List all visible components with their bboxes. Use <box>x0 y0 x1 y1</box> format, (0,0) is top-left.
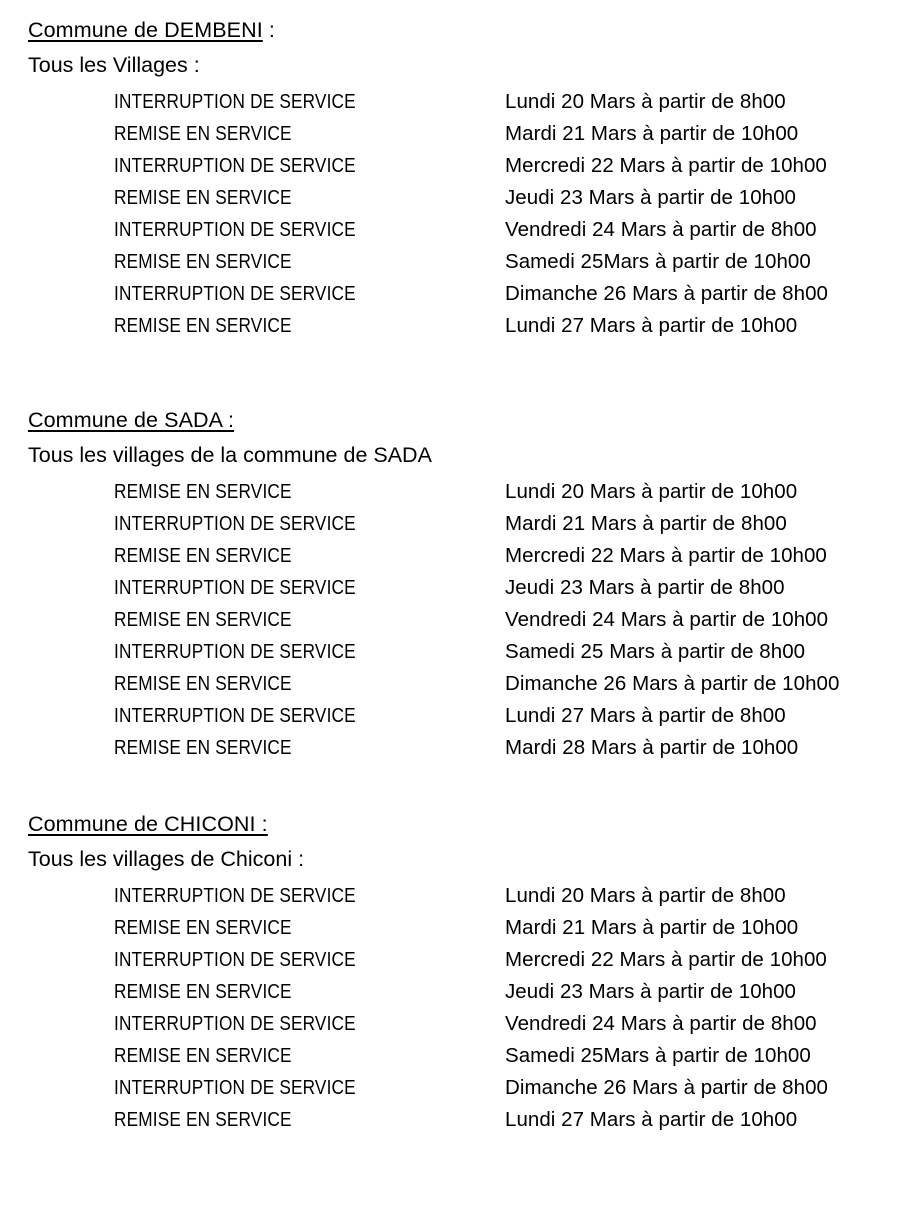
schedule-action-label: REMISE EN SERVICE <box>114 122 292 145</box>
schedule-row <box>0 636 920 668</box>
schedule-row <box>0 540 920 572</box>
schedule-row <box>0 944 920 976</box>
schedule-action-label: REMISE EN SERVICE <box>114 608 292 631</box>
schedule-row <box>0 572 920 604</box>
schedule-row <box>0 604 920 636</box>
commune-heading-sada <box>0 404 920 436</box>
schedule-datetime-label: Dimanche 26 Mars à partir de 10h00 <box>505 672 840 695</box>
schedule-list-chiconi <box>0 880 920 1136</box>
schedule-datetime-label: Lundi 20 Mars à partir de 8h00 <box>505 90 786 113</box>
schedule-row <box>0 1040 920 1072</box>
schedule-row <box>0 1072 920 1104</box>
schedule-action-label: REMISE EN SERVICE <box>114 916 292 939</box>
schedule-datetime-label: Mardi 21 Mars à partir de 10h00 <box>505 122 799 145</box>
schedule-row <box>0 976 920 1008</box>
villages-subtitle-dembeni: Tous les Villages : <box>28 53 200 77</box>
schedule-action-label: INTERRUPTION DE SERVICE <box>114 218 356 241</box>
schedule-action-label: INTERRUPTION DE SERVICE <box>114 948 356 971</box>
schedule-action-label: INTERRUPTION DE SERVICE <box>114 640 356 663</box>
schedule-action-label: REMISE EN SERVICE <box>114 672 292 695</box>
commune-heading-underlined-text: Commune de DEMBENI <box>28 18 263 42</box>
commune-heading-chiconi <box>0 808 920 840</box>
schedule-datetime-label: Jeudi 23 Mars à partir de 10h00 <box>505 186 797 209</box>
schedule-action-label: REMISE EN SERVICE <box>114 736 292 759</box>
schedule-datetime-label: Dimanche 26 Mars à partir de 8h00 <box>505 1076 828 1099</box>
schedule-action-label: REMISE EN SERVICE <box>114 250 292 273</box>
schedule-row <box>0 182 920 214</box>
schedule-datetime-label: Mercredi 22 Mars à partir de 10h00 <box>505 948 827 971</box>
schedule-datetime-label: Lundi 27 Mars à partir de 10h00 <box>505 314 798 337</box>
schedule-row <box>0 1008 920 1040</box>
schedule-row <box>0 476 920 508</box>
schedule-action-label: INTERRUPTION DE SERVICE <box>114 1012 356 1035</box>
schedule-action-label: INTERRUPTION DE SERVICE <box>114 512 356 535</box>
schedule-row <box>0 912 920 944</box>
schedule-action-label: REMISE EN SERVICE <box>114 314 292 337</box>
schedule-action-label: REMISE EN SERVICE <box>114 1108 292 1131</box>
schedule-row <box>0 310 920 342</box>
commune-section-sada <box>0 404 920 764</box>
schedule-row <box>0 508 920 540</box>
schedule-action-label: INTERRUPTION DE SERVICE <box>114 154 356 177</box>
schedule-action-label: REMISE EN SERVICE <box>114 980 292 1003</box>
schedule-action-label: INTERRUPTION DE SERVICE <box>114 884 356 907</box>
schedule-row <box>0 150 920 182</box>
schedule-row <box>0 1104 920 1136</box>
schedule-row <box>0 880 920 912</box>
schedule-datetime-label: Jeudi 23 Mars à partir de 8h00 <box>505 576 785 599</box>
schedule-datetime-label: Mardi 28 Mars à partir de 10h00 <box>505 736 799 759</box>
commune-heading-suffix: : <box>262 18 275 42</box>
schedule-datetime-label: Vendredi 24 Mars à partir de 8h00 <box>505 218 817 241</box>
schedule-row <box>0 668 920 700</box>
schedule-action-label: REMISE EN SERVICE <box>114 480 292 503</box>
schedule-list-dembeni <box>0 86 920 342</box>
schedule-datetime-label: Dimanche 26 Mars à partir de 8h00 <box>505 282 828 305</box>
schedule-action-label: REMISE EN SERVICE <box>114 544 292 567</box>
schedule-datetime-label: Samedi 25Mars à partir de 10h00 <box>505 250 811 273</box>
schedule-datetime-label: Mardi 21 Mars à partir de 8h00 <box>505 512 787 535</box>
commune-section-chiconi <box>0 808 920 1136</box>
schedule-datetime-label: Samedi 25Mars à partir de 10h00 <box>505 1044 811 1067</box>
schedule-row <box>0 118 920 150</box>
schedule-datetime-label: Lundi 27 Mars à partir de 10h00 <box>505 1108 798 1131</box>
schedule-datetime-label: Lundi 20 Mars à partir de 8h00 <box>505 884 786 907</box>
villages-subtitle-chiconi: Tous les villages de Chiconi : <box>28 847 305 871</box>
schedule-datetime-label: Vendredi 24 Mars à partir de 10h00 <box>505 608 829 631</box>
schedule-row <box>0 278 920 310</box>
commune-section-dembeni <box>0 14 920 342</box>
schedule-datetime-label: Jeudi 23 Mars à partir de 10h00 <box>505 980 797 1003</box>
schedule-list-sada <box>0 476 920 764</box>
schedule-action-label: INTERRUPTION DE SERVICE <box>114 576 356 599</box>
schedule-datetime-label: Mercredi 22 Mars à partir de 10h00 <box>505 154 827 177</box>
schedule-datetime-label: Mercredi 22 Mars à partir de 10h00 <box>505 544 827 567</box>
schedule-action-label: INTERRUPTION DE SERVICE <box>114 704 356 727</box>
schedule-row <box>0 214 920 246</box>
schedule-datetime-label: Lundi 27 Mars à partir de 8h00 <box>505 704 786 727</box>
commune-heading-underlined-text: Commune de SADA : <box>28 408 235 432</box>
schedule-row <box>0 732 920 764</box>
commune-heading-underlined-text: Commune de CHICONI : <box>28 812 268 836</box>
schedule-action-label: INTERRUPTION DE SERVICE <box>114 90 356 113</box>
schedule-datetime-label: Samedi 25 Mars à partir de 8h00 <box>505 640 806 663</box>
schedule-row <box>0 246 920 278</box>
schedule-row <box>0 86 920 118</box>
schedule-action-label: INTERRUPTION DE SERVICE <box>114 282 356 305</box>
schedule-action-label: REMISE EN SERVICE <box>114 186 292 209</box>
villages-subtitle-sada: Tous les villages de la commune de SADA <box>28 443 432 467</box>
schedule-action-label: REMISE EN SERVICE <box>114 1044 292 1067</box>
schedule-action-label: INTERRUPTION DE SERVICE <box>114 1076 356 1099</box>
commune-heading-dembeni <box>0 14 920 46</box>
schedule-datetime-label: Lundi 20 Mars à partir de 10h00 <box>505 480 798 503</box>
schedule-datetime-label: Vendredi 24 Mars à partir de 8h00 <box>505 1012 817 1035</box>
schedule-datetime-label: Mardi 21 Mars à partir de 10h00 <box>505 916 799 939</box>
schedule-row <box>0 700 920 732</box>
